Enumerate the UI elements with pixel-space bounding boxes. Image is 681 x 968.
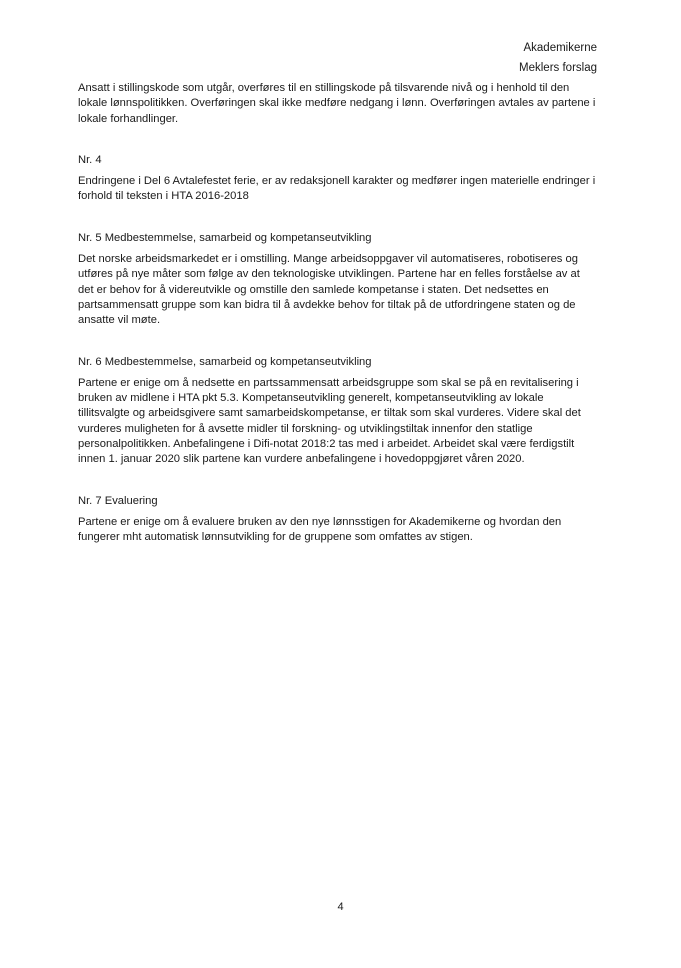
section-nr-5 xyxy=(78,231,598,329)
section-body: Partene er enige om å evaluere bruken av den nye lønnsstigen for Akademikerne og hvordan den fungerer mht automatisk lønnsutvikling for de gruppene som omfattes av stigen. xyxy=(78,515,562,544)
page-number: 4 xyxy=(337,901,344,913)
section-heading: Nr. 5 Medbestemmelse, samarbeid og kompetanseutvikling xyxy=(78,231,372,244)
document-body xyxy=(78,81,598,572)
section-nr-4 xyxy=(78,153,598,205)
section-nr-7 xyxy=(78,494,598,546)
header-organization: Akademikerne xyxy=(523,42,597,54)
page-header xyxy=(519,38,597,78)
intro-paragraph: Ansatt i stillingskode som utgår, overføres til en stillingskode på tilsvarende nivå og i henhold til den lokale lønnspolitikken. Overføringen skal ikke medføre nedgang i lønn. Overføringen avtales av partene i lokale forhandlinger. xyxy=(78,82,596,125)
section-heading: Nr. 6 Medbestemmelse, samarbeid og kompetanseutvikling xyxy=(78,355,372,368)
section-body: Det norske arbeidsmarkedet er i omstilling. Mange arbeidsoppgaver vil automatiseres, robotiseres og utføres på nye måter som følge av den teknologiske utviklingen. Partene har en felles forståelse av at det er behov for å videreutvikle og omstille den samlede kompetanse i staten. Det nedsettes en partsammensatt gruppe som kan bidra til å avdekke behov for tiltak på de utfordringene staten og de ansatte vil møte. xyxy=(78,253,580,327)
header-proposal-label: Meklers forslag xyxy=(519,62,597,74)
section-nr-6 xyxy=(78,355,598,468)
section-body: Partene er enige om å nedsette en partssammensatt arbeidsgruppe som skal se på en revitalisering i bruken av midlene i HTA pkt 5.3. Kompetanseutvikling generelt, kompetanseutvikling av lokale tillitsvalgte og arbeidsgivere samt samarbeidskompetanse, er tiltak som skal vurderes. Videre skal det vurderes muligheten for å avsette midler til forskning- og utviklingstiltak innenfor den statlige personalpolitikken. Anbefalingene i Difi-notat 2018:2 tas med i arbeidet. Arbeidet skal være ferdigstilt innen 1. januar 2020 slik partene kan vurdere anbefalingene i hovedoppgjøret våren 2020. xyxy=(78,376,581,466)
section-body: Endringene i Del 6 Avtalefestet ferie, er av redaksjonell karakter og medfører ingen materielle endringer i forhold til teksten i HTA 2016-2018 xyxy=(78,175,596,203)
intro-paragraph-block xyxy=(78,81,598,127)
section-heading: Nr. 4 xyxy=(78,153,102,166)
section-heading: Nr. 7 Evaluering xyxy=(78,494,158,507)
